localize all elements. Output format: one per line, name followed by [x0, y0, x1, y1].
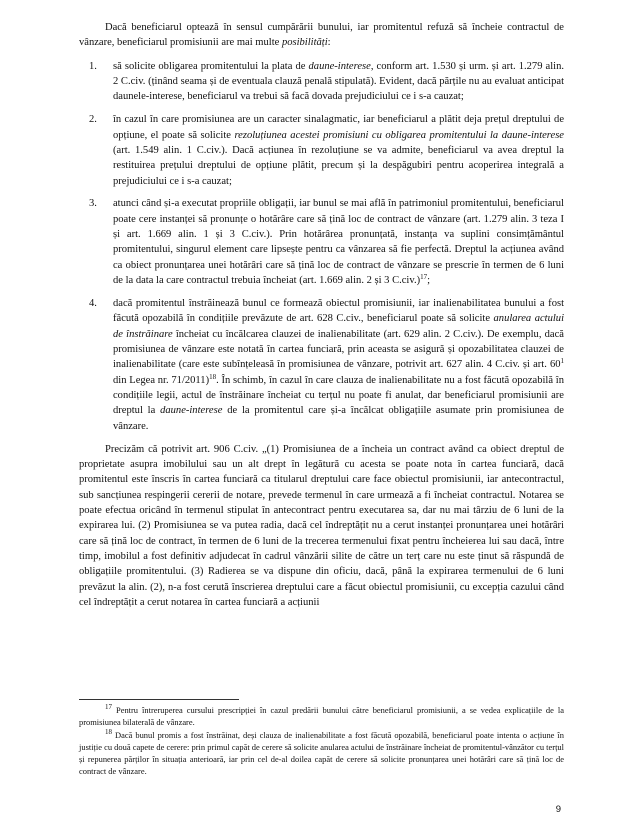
- intro-emphasis: posibilități: [281, 37, 328, 49]
- superscript: 1: [560, 357, 564, 366]
- item-text: (art. 1.549 alin. 1 C.civ.). Dacă acțiunea în rezoluțiune se va admite, beneficiarul va avea dreptul la restituirea prețului dreptului de opțiune plătit, precum și la despăgubiri pentru acoperirea integrală a prejudiciului ce i s-a cauzat;: [113, 144, 564, 187]
- item-text: încheiat cu încălcarea clauzei de inalienabilitate (art. 629 alin. 2 C.civ.). De exemplu, dacă promisiunea de vânzare este notată în cartea funciară, prin aceasta se asigură și opozabilitatea clauzei de inalienabilitate (care este subînțeleasă în promisiunea de vânzare, potrivit art. 627 alin. 4 C.civ. și art. 60: [113, 328, 564, 371]
- item-text: . În schimb, în cazul în care clauza de inalienabilitate nu a fost făcută opozabilă în condițiile legii, actul de înstrăinare încheiat cu terțul nu poate fi anulat, dar beneficiarul promisiunii are dreptul la: [113, 374, 564, 417]
- footnote-text: Dacă bunul promis a fost înstrăinat, deși clauza de inalienabilitate a fost făcută opozabilă, beneficiarul poate intenta o acțiune în justiție cu două capete de cerere: prin primul capăt de cerere să solicite anularea actului de înstrăinare încheiat de promitentul-vânzător cu terțul și repunerea părților în situația anterioară, iar prin cel de-al doilea capăt de cerere să solicite pronunțarea unei hotărâri care să țină loc de contract de vânzare.: [79, 729, 564, 777]
- item-emphasis: daune-interese: [308, 60, 371, 72]
- footnote-ref: 17: [420, 273, 428, 282]
- page-number: 9: [555, 804, 561, 815]
- list-item-2: [79, 112, 564, 189]
- list-number: 2.: [89, 114, 97, 126]
- options-list: [79, 59, 564, 434]
- item-text: din Legea nr. 71/2011): [113, 374, 210, 386]
- item-emphasis: rezoluțiunea acestei promisiuni cu obligarea promitentului la daune-interese: [234, 129, 564, 141]
- footnote-text: Pentru întreruperea cursului prescripției în cazul predării bunului către beneficiarul promisiunii, a se vedea explicațiile de la promisiunea bilaterală de vânzare.: [79, 705, 564, 728]
- list-item-1: [79, 59, 564, 105]
- closing-paragraph: Precizăm că potrivit art. 906 C.civ. „(1) Promisiunea de a încheia un contract având ca obiect dreptul de proprietate asupra imobilului sau un alt drept în legătură cu acesta se poate nota în cartea funciară, dacă promitentul este înscris în cartea funciară ca titularul dreptului care face obiectul promisiunii, iar antecontractul, sub sancțiunea respingerii cererii de notare, prevede termenul în care urmează a fi încheiat contractul. Notarea se poate efectua oricând în termenul stipulat în antecontract pentru executarea sa, dar nu mai târziu de 6 luni de la expirarea lui. (2) Promisiunea se va putea radia, dacă cel îndreptățit nu a cerut instanței pronunțarea unei hotărâri care să țină loc de contract, în termen de 6 luni de la trecerea termenului fixat pentru încheierea lui sau dacă, între timp, imobilul a fost definitiv adjudecat în cadrul vânzării silite de către un terț care nu este ținut să răspundă de obligațiile promitentului. (3) Radierea se va dispune din oficiu, dacă, până la expirarea termenului de 6 luni prevăzut la alin. (2), n-a fost cerută înscrierea dreptului care a făcut obiectul promisiunii, cu excepția cazului când cel îndreptățit a cerut notarea în cartea funciară a acțiunii: [79, 443, 564, 609]
- footnote-divider: [79, 699, 239, 700]
- main-text: [79, 20, 564, 610]
- footnote-mark: 17: [105, 703, 112, 711]
- item-text: atunci când și-a executat propriile obligații, iar bunul se mai află în patrimoniul promitentului, beneficiarul poate cere instanței să pronunțe o hotărâre care să țină loc de contract de vânzare (art. 1.279 alin. 3 teza I și art. 1.669 alin. 1 și 3 C.civ.). Prin hotărârea pronunțată, instanța va suplini consimțământul promitentului, singurul element care lipsește pentru ca vânzarea să fie perfectă. Dreptul la acțiunea având ca obiect pronunțarea unei hotărâri care să țină loc de contract de vânzare se prescrie în termen de 6 luni de la data la care contractul trebuia încheiat (art. 1.669 alin. 2 și 3 C.civ.): [113, 198, 564, 287]
- item-text: ;: [427, 275, 431, 287]
- item-emphasis: daune-interese: [160, 405, 223, 417]
- list-item-3: [79, 196, 564, 288]
- intro-text: Dacă beneficiarul optează în sensul cumpărării bunului, iar promitentul refuză să încheie contractul de vânzare, beneficiarul promisiunii are mai multe: [79, 22, 564, 49]
- list-number: 3.: [89, 198, 97, 210]
- item-text: în cazul în care promisiunea are un caracter sinalagmatic, iar beneficiarul a plătit deja prețul dreptului de opțiune, el poate să solicite: [113, 114, 564, 141]
- footnote-ref: 18: [209, 372, 217, 381]
- item-text: să solicite obligarea promitentului la plata de: [113, 60, 309, 72]
- list-item-4: [79, 296, 564, 434]
- list-number: 4.: [89, 298, 97, 309]
- item-text: , conform art. 1.530 și urm. și art. 1.279 alin. 2 C.civ. (ținând seama și de eventuala clauză penală stipulată). Evident, dacă părțile nu au evaluat anticipat daunele-interese, beneficiarul va trebui să facă dovada prejudiciului ce i s-a cauzat;: [113, 60, 565, 103]
- footnote-mark: 18: [105, 727, 112, 736]
- intro-tail: :: [327, 37, 331, 49]
- intro-paragraph: [79, 20, 564, 51]
- item-text: dacă promitentul înstrăinează bunul ce formează obiectul promisiunii, iar inalienabilitatea bunului a fost făcută opozabilă în condițiile prevăzute de art. 628 C.civ., beneficiarul poate să solicite: [113, 298, 564, 325]
- footnotes: [79, 704, 564, 778]
- list-number: 1.: [89, 60, 97, 72]
- footnote-18: [79, 729, 564, 778]
- item-emphasis: anularea actului de înstrăinare: [113, 313, 565, 340]
- item-text: de la promitentul care și-a încălcat obligațiile asumate prin promisiunea de vânzare.: [113, 405, 564, 432]
- footnote-17: [79, 704, 564, 729]
